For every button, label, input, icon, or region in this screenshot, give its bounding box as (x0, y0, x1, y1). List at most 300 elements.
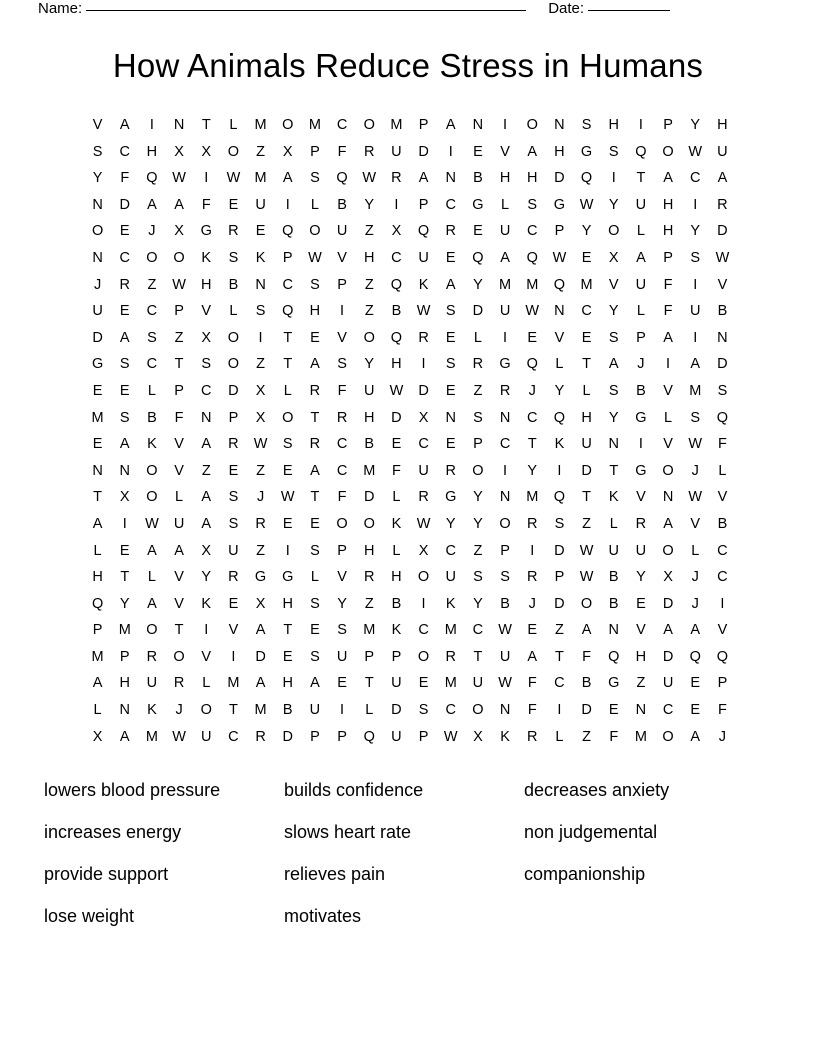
grid-cell[interactable]: N (608, 622, 619, 639)
grid-cell[interactable]: X (663, 569, 673, 586)
grid-cell[interactable]: L (93, 542, 102, 559)
grid-cell[interactable]: H (92, 569, 103, 586)
grid-cell[interactable]: A (717, 170, 728, 187)
grid-cell[interactable]: S (201, 356, 212, 373)
grid-cell[interactable]: A (92, 675, 103, 692)
grid-cell[interactable]: M (254, 170, 267, 187)
grid-cell[interactable]: Y (608, 409, 619, 426)
grid-cell[interactable]: G (499, 356, 511, 373)
grid-cell[interactable]: K (418, 276, 429, 293)
grid-cell[interactable]: D (255, 648, 266, 665)
grid-cell[interactable]: W (308, 249, 322, 266)
grid-cell[interactable]: O (499, 515, 511, 532)
grid-cell[interactable]: D (581, 702, 592, 719)
grid-cell[interactable]: G (472, 196, 484, 213)
grid-cell[interactable]: N (173, 117, 185, 133)
grid-cell[interactable]: E (608, 702, 619, 719)
grid-cell[interactable]: K (201, 595, 212, 612)
grid-cell[interactable]: U (255, 196, 266, 213)
grid-cell[interactable]: K (391, 622, 402, 639)
grid-cell[interactable]: T (636, 170, 646, 187)
grid-cell[interactable]: Q (716, 648, 729, 665)
grid-cell[interactable]: A (500, 249, 510, 266)
grid-cell[interactable]: C (717, 569, 728, 586)
grid-cell[interactable]: N (554, 117, 565, 133)
grid-cell[interactable]: O (526, 117, 538, 133)
grid-cell[interactable]: O (282, 409, 294, 426)
grid-cell[interactable]: F (582, 648, 591, 665)
grid-cell[interactable]: A (663, 170, 673, 187)
grid-cell[interactable]: U (581, 436, 592, 453)
grid-cell[interactable]: C (391, 249, 402, 266)
grid-cell[interactable]: L (636, 223, 645, 240)
grid-cell[interactable]: Z (554, 622, 564, 639)
grid-cell[interactable]: V (337, 569, 347, 586)
grid-cell[interactable]: F (391, 462, 401, 479)
grid-cell[interactable]: O (363, 329, 375, 346)
grid-cell[interactable]: P (473, 436, 483, 453)
grid-cell[interactable]: I (231, 648, 236, 665)
grid-cell[interactable]: S (473, 409, 483, 426)
grid-cell[interactable]: E (119, 382, 130, 399)
grid-cell[interactable]: X (418, 542, 429, 559)
grid-cell[interactable]: P (174, 382, 184, 399)
grid-cell[interactable]: W (688, 143, 703, 160)
grid-cell[interactable]: F (337, 143, 347, 160)
grid-cell[interactable]: S (418, 702, 429, 719)
grid-cell[interactable]: T (93, 489, 102, 506)
grid-cell[interactable]: D (418, 143, 429, 160)
grid-cell[interactable]: Q (526, 249, 538, 266)
grid-cell[interactable]: G (553, 196, 566, 213)
grid-cell[interactable]: E (581, 329, 592, 346)
grid-cell[interactable]: U (717, 143, 728, 160)
grid-cell[interactable]: V (608, 276, 619, 293)
grid-cell[interactable]: O (200, 702, 212, 719)
grid-cell[interactable]: R (635, 515, 647, 532)
grid-cell[interactable]: U (146, 675, 158, 692)
grid-cell[interactable]: E (418, 675, 429, 692)
grid-cell[interactable]: A (255, 622, 266, 639)
grid-cell[interactable]: Q (716, 409, 729, 426)
grid-cell[interactable]: E (690, 702, 701, 719)
grid-cell[interactable]: E (310, 515, 320, 532)
grid-cell[interactable]: Y (201, 569, 212, 586)
grid-cell[interactable]: S (473, 569, 483, 586)
grid-cell[interactable]: L (718, 462, 727, 479)
grid-cell[interactable]: Z (582, 728, 591, 745)
grid-cell[interactable]: S (690, 249, 701, 266)
grid-cell[interactable]: A (527, 648, 538, 665)
grid-cell[interactable]: J (691, 595, 699, 612)
grid-cell[interactable]: I (611, 170, 616, 187)
grid-cell[interactable]: R (173, 675, 185, 692)
grid-cell[interactable]: T (174, 622, 184, 639)
grid-cell[interactable]: K (201, 249, 212, 266)
grid-cell[interactable]: S (717, 382, 728, 399)
grid-cell[interactable]: J (718, 728, 727, 745)
grid-cell[interactable]: W (715, 249, 730, 266)
grid-cell[interactable]: L (501, 196, 510, 213)
grid-cell[interactable]: L (202, 675, 211, 692)
grid-cell[interactable]: O (472, 702, 484, 719)
grid-cell[interactable]: G (608, 675, 620, 692)
grid-cell[interactable]: C (336, 117, 348, 133)
grid-cell[interactable]: R (364, 569, 375, 586)
grid-cell[interactable]: I (503, 329, 508, 346)
grid-cell[interactable]: V (717, 489, 728, 506)
grid-cell[interactable]: H (608, 117, 619, 133)
grid-cell[interactable]: O (146, 489, 158, 506)
grid-cell[interactable]: P (92, 622, 103, 639)
grid-cell[interactable]: F (527, 702, 537, 719)
grid-cell[interactable]: A (581, 622, 592, 639)
grid-cell[interactable]: S (690, 409, 701, 426)
grid-cell[interactable]: I (340, 702, 345, 719)
grid-cell[interactable]: G (635, 409, 647, 426)
grid-cell[interactable]: L (365, 702, 374, 719)
grid-cell[interactable]: P (310, 728, 320, 745)
grid-cell[interactable]: X (255, 409, 266, 426)
grid-cell[interactable]: U (364, 382, 375, 399)
grid-cell[interactable]: C (336, 436, 348, 453)
grid-cell[interactable]: B (337, 196, 347, 213)
grid-cell[interactable]: F (663, 303, 673, 320)
grid-cell[interactable]: Y (473, 276, 483, 293)
grid-cell[interactable]: R (255, 728, 266, 745)
grid-cell[interactable]: B (608, 595, 619, 612)
grid-cell[interactable]: Z (201, 462, 211, 479)
grid-cell[interactable]: Q (472, 249, 484, 266)
grid-cell[interactable]: C (527, 223, 538, 240)
grid-cell[interactable]: M (308, 117, 321, 133)
grid-cell[interactable]: A (119, 329, 130, 346)
grid-cell[interactable]: O (173, 249, 185, 266)
grid-cell[interactable]: Y (690, 223, 701, 240)
grid-cell[interactable]: B (717, 303, 728, 320)
grid-cell[interactable]: R (527, 728, 538, 745)
grid-cell[interactable]: U (472, 675, 484, 692)
grid-cell[interactable]: F (663, 276, 673, 293)
grid-cell[interactable]: W (579, 196, 594, 213)
grid-cell[interactable]: C (499, 436, 511, 453)
grid-cell[interactable]: G (580, 143, 593, 160)
grid-cell[interactable]: V (337, 249, 347, 266)
grid-cell[interactable]: E (337, 675, 347, 692)
grid-cell[interactable]: V (554, 329, 565, 346)
grid-cell[interactable]: R (309, 382, 321, 399)
grid-cell[interactable]: A (663, 329, 673, 346)
grid-cell[interactable]: A (282, 170, 293, 187)
grid-cell[interactable]: Q (146, 170, 158, 187)
grid-cell[interactable]: S (608, 329, 619, 346)
grid-cell[interactable]: Q (580, 170, 593, 187)
grid-cell[interactable]: O (580, 595, 593, 612)
grid-cell[interactable]: V (717, 276, 728, 293)
grid-cell[interactable]: E (310, 329, 320, 346)
grid-cell[interactable]: Z (256, 143, 265, 160)
grid-cell[interactable]: N (472, 117, 484, 133)
grid-cell[interactable]: U (228, 542, 239, 559)
grid-cell[interactable]: E (445, 329, 456, 346)
grid-cell[interactable]: I (693, 329, 698, 346)
grid-cell[interactable]: Z (582, 515, 591, 532)
grid-cell[interactable]: H (364, 409, 375, 426)
grid-cell[interactable]: P (554, 223, 565, 240)
grid-cell[interactable]: H (119, 675, 130, 692)
grid-cell[interactable]: H (364, 542, 375, 559)
grid-cell[interactable]: R (364, 143, 375, 160)
grid-cell[interactable]: E (92, 382, 103, 399)
grid-cell[interactable]: B (364, 436, 375, 453)
grid-cell[interactable]: E (119, 223, 130, 240)
grid-cell[interactable]: K (255, 249, 266, 266)
grid-cell[interactable]: A (663, 515, 673, 532)
word-search-grid[interactable] (84, 112, 736, 750)
grid-cell[interactable]: H (662, 223, 674, 240)
grid-cell[interactable]: R (146, 648, 158, 665)
grid-cell[interactable]: Q (390, 276, 403, 293)
grid-cell[interactable]: L (229, 117, 238, 133)
grid-cell[interactable]: I (394, 196, 399, 213)
grid-cell[interactable]: V (201, 303, 212, 320)
grid-cell[interactable]: R (418, 489, 429, 506)
grid-cell[interactable]: S (500, 569, 510, 586)
grid-cell[interactable]: Y (473, 595, 483, 612)
grid-cell[interactable]: H (309, 303, 321, 320)
grid-cell[interactable]: T (554, 648, 564, 665)
grid-cell[interactable]: H (717, 117, 728, 133)
grid-cell[interactable]: E (92, 436, 103, 453)
grid-cell[interactable]: B (473, 170, 483, 187)
grid-cell[interactable]: K (445, 595, 456, 612)
grid-cell[interactable]: I (693, 276, 698, 293)
grid-cell[interactable]: Z (473, 382, 483, 399)
grid-cell[interactable]: Z (256, 462, 265, 479)
grid-cell[interactable]: A (201, 436, 212, 453)
grid-cell[interactable]: Q (336, 170, 348, 187)
grid-cell[interactable]: L (609, 515, 618, 532)
grid-cell[interactable]: M (254, 117, 267, 133)
grid-cell[interactable]: B (636, 382, 646, 399)
grid-cell[interactable]: P (391, 648, 402, 665)
grid-cell[interactable]: S (337, 356, 347, 373)
grid-cell[interactable]: X (608, 249, 619, 266)
grid-cell[interactable]: X (119, 489, 130, 506)
grid-cell[interactable]: X (174, 143, 184, 160)
grid-cell[interactable]: N (119, 702, 130, 719)
grid-cell[interactable]: L (691, 542, 700, 559)
grid-cell[interactable]: R (309, 436, 321, 453)
grid-cell[interactable]: E (310, 622, 320, 639)
grid-cell[interactable]: V (690, 515, 701, 532)
grid-cell[interactable]: X (201, 143, 212, 160)
grid-cell[interactable]: O (662, 728, 674, 745)
grid-cell[interactable]: U (445, 569, 456, 586)
grid-cell[interactable]: U (336, 223, 348, 240)
grid-cell[interactable]: D (391, 409, 402, 426)
grid-cell[interactable]: Z (174, 329, 184, 346)
grid-cell[interactable]: A (310, 356, 320, 373)
grid-cell[interactable]: J (637, 356, 645, 373)
grid-cell[interactable]: R (445, 648, 456, 665)
grid-cell[interactable]: K (147, 436, 157, 453)
grid-cell[interactable]: Y (554, 382, 565, 399)
grid-cell[interactable]: B (500, 595, 510, 612)
grid-cell[interactable]: N (92, 249, 103, 266)
grid-cell[interactable]: W (172, 728, 186, 745)
grid-cell[interactable]: S (527, 196, 538, 213)
grid-cell[interactable]: U (309, 702, 321, 719)
grid-cell[interactable]: X (282, 143, 293, 160)
grid-cell[interactable]: B (717, 515, 728, 532)
grid-cell[interactable]: G (200, 223, 212, 240)
grid-cell[interactable]: I (285, 542, 290, 559)
grid-cell[interactable]: Y (581, 223, 592, 240)
grid-cell[interactable]: Q (91, 595, 104, 612)
grid-cell[interactable]: S (228, 489, 239, 506)
grid-cell[interactable]: R (527, 515, 538, 532)
grid-cell[interactable]: J (256, 489, 265, 506)
grid-cell[interactable]: C (717, 542, 728, 559)
grid-cell[interactable]: X (92, 728, 103, 745)
grid-cell[interactable]: Q (553, 489, 566, 506)
grid-cell[interactable]: P (364, 648, 375, 665)
grid-cell[interactable]: S (337, 622, 347, 639)
grid-cell[interactable]: C (418, 622, 429, 639)
grid-cell[interactable]: L (555, 728, 564, 745)
grid-cell[interactable]: B (391, 595, 402, 612)
grid-cell[interactable]: M (91, 409, 104, 426)
grid-cell[interactable]: Y (364, 356, 375, 373)
grid-cell[interactable]: K (147, 702, 157, 719)
grid-cell[interactable]: U (690, 303, 701, 320)
grid-cell[interactable]: S (554, 515, 565, 532)
grid-cell[interactable]: U (635, 276, 647, 293)
grid-cell[interactable]: B (282, 702, 293, 719)
grid-cell[interactable]: I (421, 595, 426, 612)
grid-cell[interactable]: I (503, 462, 508, 479)
grid-cell[interactable]: I (122, 515, 127, 532)
grid-cell[interactable]: M (390, 117, 403, 133)
grid-cell[interactable]: S (310, 648, 320, 665)
grid-cell[interactable]: P (228, 409, 239, 426)
grid-cell[interactable]: N (119, 462, 130, 479)
grid-cell[interactable]: R (119, 276, 130, 293)
grid-cell[interactable]: L (555, 356, 564, 373)
grid-cell[interactable]: U (635, 542, 647, 559)
grid-cell[interactable]: R (717, 196, 728, 213)
grid-cell[interactable]: V (174, 569, 184, 586)
grid-cell[interactable]: U (662, 675, 674, 692)
grid-cell[interactable]: P (418, 117, 429, 133)
grid-cell[interactable]: C (472, 622, 484, 639)
grid-cell[interactable]: Z (364, 276, 374, 293)
grid-cell[interactable]: Z (256, 542, 265, 559)
grid-cell[interactable]: A (201, 515, 212, 532)
grid-cell[interactable]: U (391, 143, 402, 160)
grid-cell[interactable]: E (445, 382, 456, 399)
grid-cell[interactable]: P (663, 117, 673, 133)
grid-cell[interactable]: L (636, 303, 645, 320)
grid-cell[interactable]: M (227, 675, 240, 692)
grid-cell[interactable]: P (337, 276, 347, 293)
grid-cell[interactable]: Q (689, 648, 701, 665)
grid-cell[interactable]: Y (445, 515, 456, 532)
grid-cell[interactable]: F (717, 702, 727, 719)
grid-cell[interactable]: E (119, 303, 130, 320)
grid-cell[interactable]: R (499, 382, 511, 399)
grid-cell[interactable]: M (499, 276, 512, 293)
grid-cell[interactable]: S (608, 143, 619, 160)
grid-cell[interactable]: F (120, 170, 130, 187)
grid-cell[interactable]: M (145, 728, 158, 745)
grid-cell[interactable]: P (310, 143, 320, 160)
grid-cell[interactable]: U (499, 223, 511, 240)
grid-cell[interactable]: I (149, 117, 154, 133)
grid-cell[interactable]: X (418, 409, 429, 426)
grid-cell[interactable]: F (174, 409, 184, 426)
grid-cell[interactable]: A (92, 515, 103, 532)
grid-cell[interactable]: W (498, 675, 512, 692)
grid-cell[interactable]: A (174, 196, 184, 213)
grid-cell[interactable]: D (581, 462, 592, 479)
grid-cell[interactable]: H (282, 595, 293, 612)
grid-cell[interactable]: L (310, 196, 319, 213)
grid-cell[interactable]: B (228, 276, 239, 293)
grid-cell[interactable]: T (174, 356, 184, 373)
grid-cell[interactable]: H (391, 569, 402, 586)
grid-cell[interactable]: I (258, 329, 263, 346)
grid-cell[interactable]: W (172, 170, 186, 187)
grid-cell[interactable]: U (418, 462, 429, 479)
grid-cell[interactable]: R (336, 409, 348, 426)
grid-cell[interactable]: P (418, 728, 429, 745)
grid-cell[interactable]: C (282, 276, 293, 293)
grid-cell[interactable]: M (118, 622, 131, 639)
grid-cell[interactable]: O (227, 329, 240, 346)
grid-cell[interactable]: P (337, 728, 347, 745)
grid-cell[interactable]: O (417, 569, 430, 586)
grid-cell[interactable]: A (174, 542, 184, 559)
grid-cell[interactable]: U (92, 303, 103, 320)
grid-cell[interactable]: V (174, 462, 184, 479)
grid-cell[interactable]: H (662, 196, 674, 213)
grid-cell[interactable]: C (554, 675, 565, 692)
grid-cell[interactable]: S (92, 143, 103, 160)
name-write-line[interactable] (86, 10, 526, 11)
grid-cell[interactable]: D (717, 223, 728, 240)
grid-cell[interactable]: B (581, 675, 592, 692)
grid-cell[interactable]: Z (364, 595, 374, 612)
grid-cell[interactable]: Z (473, 542, 483, 559)
grid-cell[interactable]: F (717, 436, 727, 453)
grid-cell[interactable]: S (282, 436, 293, 453)
grid-cell[interactable]: E (636, 595, 646, 612)
grid-cell[interactable]: G (445, 489, 457, 506)
grid-cell[interactable]: N (717, 329, 728, 346)
grid-cell[interactable]: Q (553, 409, 566, 426)
grid-cell[interactable]: P (500, 542, 510, 559)
grid-cell[interactable]: X (174, 223, 184, 240)
grid-cell[interactable]: B (608, 569, 619, 586)
grid-cell[interactable]: O (662, 143, 674, 160)
grid-cell[interactable]: E (445, 249, 456, 266)
grid-cell[interactable]: S (310, 276, 320, 293)
grid-cell[interactable]: W (498, 622, 512, 639)
grid-cell[interactable]: S (119, 409, 130, 426)
grid-cell[interactable]: V (500, 143, 510, 160)
